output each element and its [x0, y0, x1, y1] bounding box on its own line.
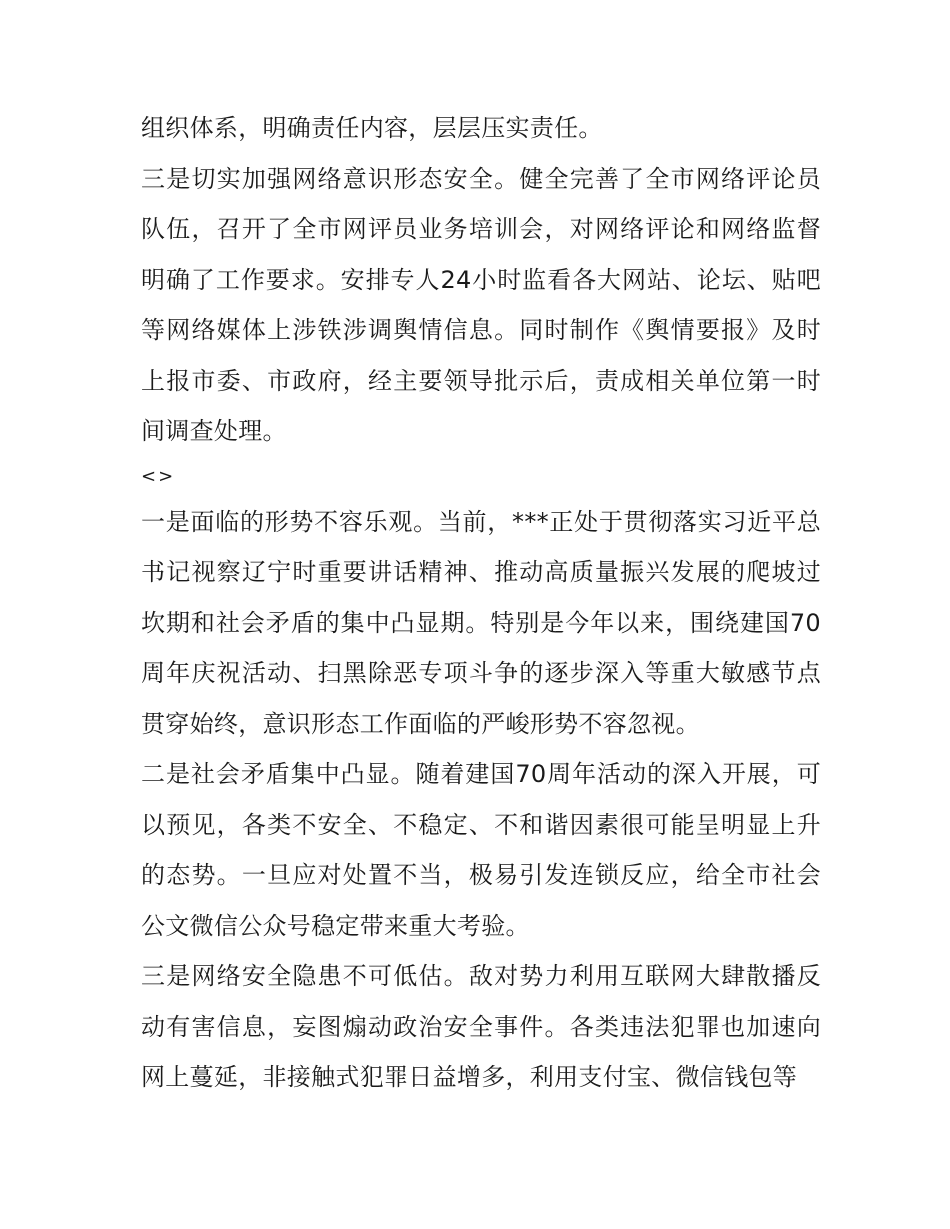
paragraph-network-security-risks: 三是网络安全隐患不可低估。敌对势力利用互联网大肆散播反动有害信息，妄图煽动政治安全事件。各类违法犯罪也加速向网上蔓延，非接触式犯罪日益增多，利用支付宝、微信钱包等: [141, 962, 821, 1091]
paragraph-network-ideology-security: 三是切实加强网络意识形态安全。健全完善了全市网络评论员队伍，召开了全市网评员业务培训会，对网络评论和网络监督明确了工作要求。安排专人24小时监看各大网站、论坛、贴吧等网络媒体上涉铁涉调舆情信息。同时制作《舆情要报》及时上报市委、市政府，经主要领导批示后，责成相关单位第一时间调查处理。: [141, 164, 821, 445]
paragraph-responsibility-system: 组织体系，明确责任内容，层层压实责任。: [141, 114, 603, 142]
section-marker: <>: [141, 465, 176, 487]
paragraph-situation-not-optimistic: 一是面临的形势不容乐观。当前，***正处于贯彻落实习近平总书记视察辽宁时重要讲话精神、推动高质量振兴发展的爬坡过坎期和社会矛盾的集中凸显期。特别是今年以来，围绕建国70周年庆祝活动、扫黑除恶专项斗争的逐步深入等重大敏感节点贯穿始终，意识形态工作面临的严峻形势不容忽视。: [141, 507, 821, 738]
document-body: [141, 103, 821, 1103]
paragraph-social-contradictions: 二是社会矛盾集中凸显。随着建国70周年活动的深入开展，可以预见，各类不安全、不稳定、不和谐因素很可能呈明显上升的态势。一旦应对处置不当，极易引发连锁反应，给全市社会公文微信公众号稳定带来重大考验。: [141, 760, 821, 940]
